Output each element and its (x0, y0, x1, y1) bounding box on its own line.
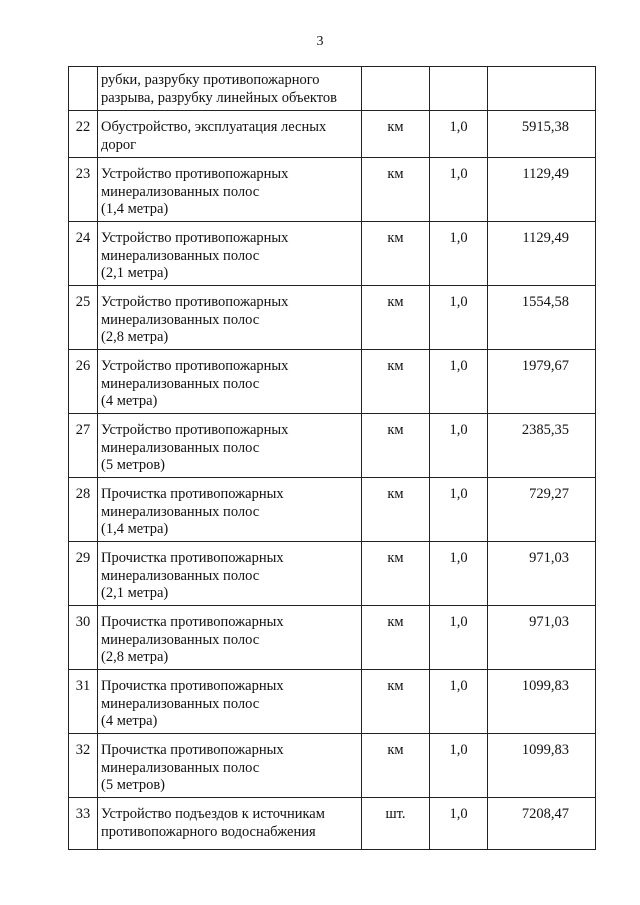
work-name-line: (2,8 метра) (101, 649, 169, 665)
work-name-cell (98, 286, 362, 350)
work-name-cell (98, 734, 362, 798)
work-name-cell (98, 798, 362, 850)
coefficient-cell: 1,0 (430, 670, 488, 734)
unit-cell: км (362, 286, 430, 350)
work-name-line: Прочистка противопожарных (101, 550, 284, 566)
coefficient-cell: 1,0 (430, 798, 488, 850)
work-name-line: минерализованных полос (101, 183, 260, 200)
work-name-line: Устройство противопожарных (101, 166, 289, 182)
work-name-line: (5 метров) (101, 777, 166, 793)
work-name-line: (1,4 метра) (101, 201, 169, 217)
work-name-cell (98, 670, 362, 734)
work-name-line: Прочистка противопожарных (101, 742, 284, 758)
work-name-cell (98, 222, 362, 286)
coefficient-cell (430, 67, 488, 111)
price-cell: 1129,49 (488, 222, 596, 286)
row-number-cell: 31 (69, 670, 98, 734)
price-cell: 5915,38 (488, 111, 596, 158)
price-cell: 1099,83 (488, 670, 596, 734)
work-name-line: (2,1 метра) (101, 585, 169, 601)
coefficient-cell: 1,0 (430, 478, 488, 542)
coefficient-cell: 1,0 (430, 350, 488, 414)
table-row (69, 286, 596, 350)
work-name-line: рубки, разрубку противопожарного (101, 72, 320, 88)
work-name-line: (4 метра) (101, 713, 158, 729)
work-name-cell (98, 158, 362, 222)
unit-cell: км (362, 606, 430, 670)
row-number-cell: 28 (69, 478, 98, 542)
unit-cell: км (362, 111, 430, 158)
work-name-cell (98, 111, 362, 158)
work-name-line: минерализованных полос (101, 759, 260, 776)
work-name-line: минерализованных полос (101, 375, 260, 392)
page-number: 3 (316, 34, 324, 49)
row-number-cell: 27 (69, 414, 98, 478)
price-cell: 1099,83 (488, 734, 596, 798)
work-name-line: Устройство противопожарных (101, 294, 289, 310)
work-name-line: (5 метров) (101, 457, 166, 473)
table-row (69, 350, 596, 414)
work-name-line: разрыва, разрубку линейных объектов (101, 89, 337, 106)
row-number-cell: 24 (69, 222, 98, 286)
table-row (69, 478, 596, 542)
work-name-line: Прочистка противопожарных (101, 678, 284, 694)
work-name-cell (98, 67, 362, 111)
work-name-line: (2,8 метра) (101, 329, 169, 345)
work-name-cell (98, 478, 362, 542)
price-cell: 1554,58 (488, 286, 596, 350)
work-name-line: минерализованных полос (101, 311, 260, 328)
coefficient-cell: 1,0 (430, 542, 488, 606)
coefficient-cell: 1,0 (430, 222, 488, 286)
coefficient-cell: 1,0 (430, 414, 488, 478)
price-cell: 729,27 (488, 478, 596, 542)
work-name-line: Устройство противопожарных (101, 422, 289, 438)
table-row (69, 606, 596, 670)
row-number-cell: 26 (69, 350, 98, 414)
work-name-line: минерализованных полос (101, 695, 260, 712)
work-name-line: минерализованных полос (101, 567, 260, 584)
unit-cell: км (362, 350, 430, 414)
price-cell: 1129,49 (488, 158, 596, 222)
work-name-cell (98, 414, 362, 478)
price-cell: 7208,47 (488, 798, 596, 850)
work-name-line: (4 метра) (101, 393, 158, 409)
row-number-cell: 32 (69, 734, 98, 798)
work-name-cell (98, 542, 362, 606)
row-number-cell: 30 (69, 606, 98, 670)
work-name-line: (1,4 метра) (101, 521, 169, 537)
row-number-cell: 25 (69, 286, 98, 350)
unit-cell: шт. (362, 798, 430, 850)
price-table (68, 66, 596, 850)
work-name-line: минерализованных полос (101, 439, 260, 456)
work-name-line: (2,1 метра) (101, 265, 169, 281)
work-name-line: Обустройство, эксплуатация лесных (101, 119, 327, 135)
price-cell (488, 67, 596, 111)
unit-cell: км (362, 542, 430, 606)
price-cell: 1979,67 (488, 350, 596, 414)
table-row (69, 734, 596, 798)
unit-cell: км (362, 158, 430, 222)
work-name-line: минерализованных полос (101, 503, 260, 520)
coefficient-cell: 1,0 (430, 111, 488, 158)
unit-cell (362, 67, 430, 111)
work-name-line: Устройство противопожарных (101, 358, 289, 374)
coefficient-cell: 1,0 (430, 734, 488, 798)
table-row (69, 158, 596, 222)
table-row (69, 222, 596, 286)
row-number-cell (69, 67, 98, 111)
work-name-line: минерализованных полос (101, 247, 260, 264)
work-name-line: дорог (101, 136, 137, 153)
table-body (69, 67, 596, 850)
unit-cell: км (362, 670, 430, 734)
work-name-line: Устройство подъездов к источникам (101, 806, 325, 822)
work-name-line: минерализованных полос (101, 631, 260, 648)
price-cell: 2385,35 (488, 414, 596, 478)
table-row (69, 542, 596, 606)
coefficient-cell: 1,0 (430, 606, 488, 670)
price-cell: 971,03 (488, 542, 596, 606)
work-name-line: противопожарного водоснабжения (101, 823, 316, 840)
work-name-cell (98, 606, 362, 670)
row-number-cell: 33 (69, 798, 98, 850)
row-number-cell: 29 (69, 542, 98, 606)
table-row (69, 670, 596, 734)
table-row (69, 798, 596, 850)
table-row (69, 111, 596, 158)
unit-cell: км (362, 734, 430, 798)
work-name-cell (98, 350, 362, 414)
row-number-cell: 23 (69, 158, 98, 222)
work-name-line: Устройство противопожарных (101, 230, 289, 246)
coefficient-cell: 1,0 (430, 286, 488, 350)
table-row (69, 414, 596, 478)
unit-cell: км (362, 222, 430, 286)
unit-cell: км (362, 478, 430, 542)
price-cell: 971,03 (488, 606, 596, 670)
row-number-cell: 22 (69, 111, 98, 158)
coefficient-cell: 1,0 (430, 158, 488, 222)
table-row (69, 67, 596, 111)
work-name-line: Прочистка противопожарных (101, 486, 284, 502)
unit-cell: км (362, 414, 430, 478)
work-name-line: Прочистка противопожарных (101, 614, 284, 630)
